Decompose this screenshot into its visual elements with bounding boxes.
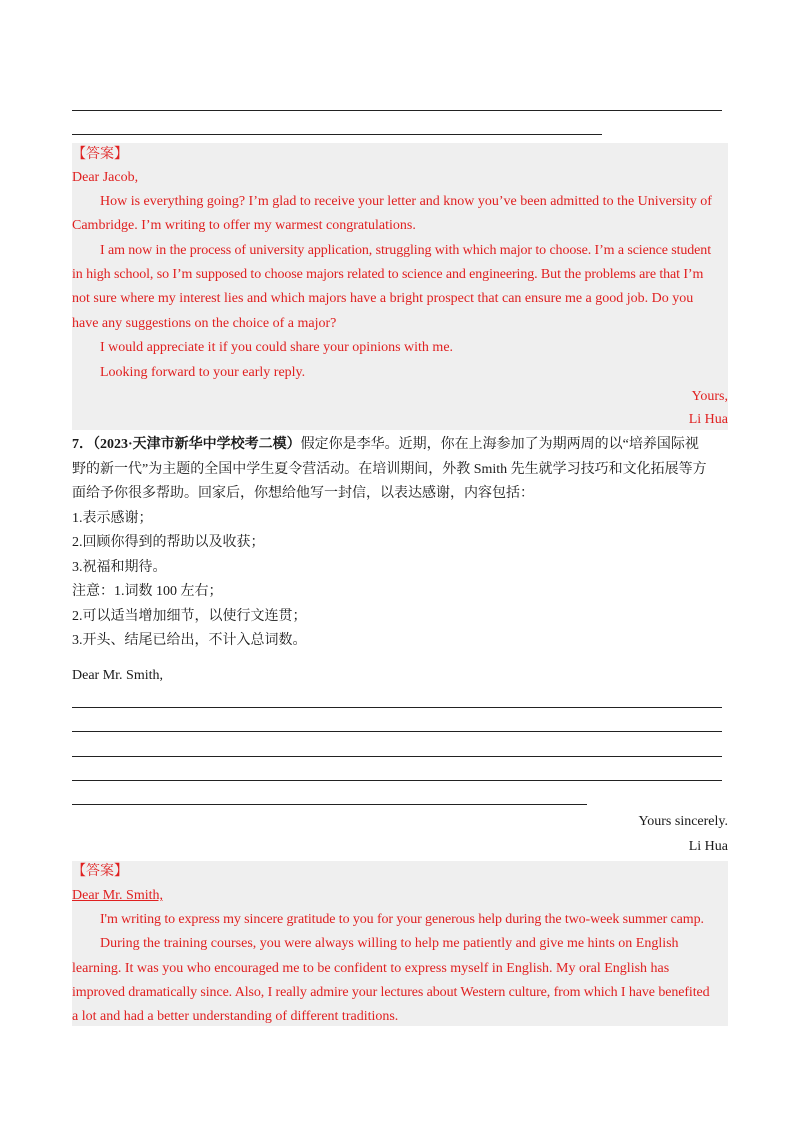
letter-line: During the training courses, you were always willing to help me patiently and give me hints on English <box>100 936 679 951</box>
letter-closing: Yours sincerely. <box>638 814 728 829</box>
letter-greeting: Dear Mr. Smith, <box>72 668 163 683</box>
question-7-line-2: 野的新一代”为主题的全国中学生夏令营活动。在培训期间，外教 Smith 先生就学习技巧和文化拓展等方 <box>72 462 707 477</box>
letter-line: How is everything going? I’m glad to receive your letter and know you’ve been admitted to the University of <box>100 194 712 209</box>
answer-tag: 【答案】 <box>72 147 128 162</box>
question-note: 注意：1.词数 100 左右； <box>72 584 223 599</box>
letter-signature: Li Hua <box>688 839 728 854</box>
letter-line: Looking forward to your early reply. <box>100 365 306 380</box>
answer-rule <box>72 134 602 135</box>
letter-signature: Li Hua <box>688 412 728 427</box>
letter-line: a lot and had a better understanding of different traditions. <box>72 1009 399 1024</box>
letter-line: have any suggestions on the choice of a major? <box>72 316 337 331</box>
writing-rule <box>72 707 722 708</box>
letter-line: I'm writing to express my sincere gratitude to you for your generous help during the two-week summer camp. <box>100 912 704 927</box>
letter-line: I would appreciate it if you could share your opinions with me. <box>100 340 454 355</box>
question-point: 2.回顾你得到的帮助以及收获； <box>72 535 265 550</box>
question-point: 1.表示感谢； <box>72 511 153 526</box>
question-7-line-3: 面给予你很多帮助。回家后，你想给他写一封信，以表达感谢，内容包括： <box>72 486 534 501</box>
answer-rule <box>72 110 722 111</box>
letter-line: not sure where my interest lies and which majors have a bright prospect that can ensure me a good job. Do you <box>72 291 694 306</box>
question-source: （2023·天津市新华中学校考二模） <box>93 437 301 452</box>
writing-rule <box>72 780 722 781</box>
letter-line: improved dramatically since. Also, I really admire your lectures about Western culture, from which I have benefited <box>72 985 710 1000</box>
writing-rule <box>72 804 587 805</box>
question-7-line-1 <box>72 433 728 457</box>
answer-tag: 【答案】 <box>72 864 128 879</box>
writing-rule <box>72 756 722 757</box>
letter-line: I am now in the process of university application, struggling with which major to choose. I’m a science student <box>100 243 711 258</box>
question-number: 7． <box>72 437 93 452</box>
question-note: 3.开头、结尾已给出，不计入总词数。 <box>72 633 307 648</box>
letter-line: in high school, so I’m supposed to choose majors related to science and engineering. But the problems are that I’m <box>72 267 704 282</box>
letter-line: Cambridge. I’m writing to offer my warmest congratulations. <box>72 218 416 233</box>
letter-closing: Yours, <box>691 389 728 404</box>
question-prompt: 假定你是李华。近期，你在上海参加了为期两周的以“培养国际视 <box>300 437 699 452</box>
letter-line: learning. It was you who encouraged me to be confident to express myself in English. My oral English has <box>72 961 670 976</box>
writing-rule <box>72 731 722 732</box>
letter-greeting: Dear Jacob, <box>72 170 139 185</box>
question-point: 3.祝福和期待。 <box>72 560 167 575</box>
letter-greeting-text: Dear Mr. Smith, <box>72 888 163 903</box>
letter-greeting <box>72 884 728 908</box>
question-note: 2.可以适当增加细节，以使行文连贯； <box>72 609 307 624</box>
